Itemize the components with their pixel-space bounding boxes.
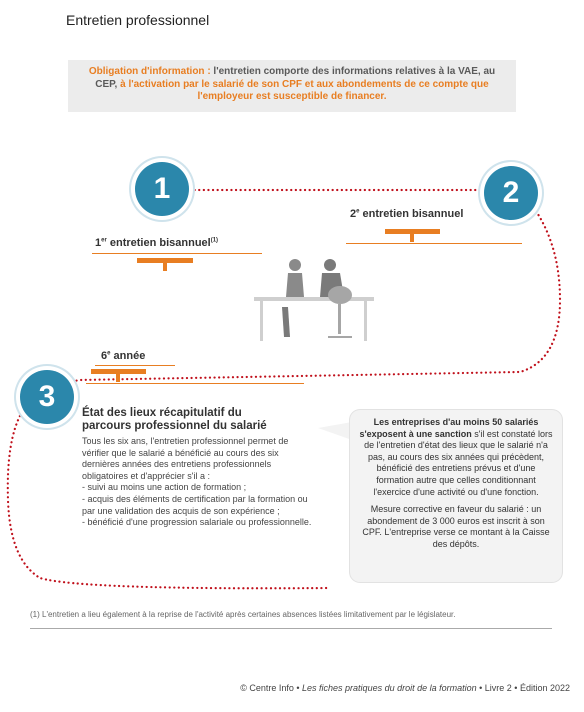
obligation-text-2: à l'activation par le salarié de son CPF et aux abondements de ce compte que l'employeur est susceptible de financer. (120, 78, 489, 102)
step-3-item: - bénéficié d'une progression salariale ou professionnelle. (82, 517, 312, 528)
step-3-label: 6e année (101, 350, 146, 362)
step-3-title: État des lieux récapitulatif du parcours professionnel du salarié (82, 407, 267, 432)
page-title: Entretien professionnel (66, 12, 210, 28)
step-1-circle: 1 (135, 162, 189, 216)
callout-text: s'il est constaté lors de l'entretien d'état des lieux que le salarié n'a pas, au cours des six années qui précèdent, bénéficié des entretiens prévus et d'une formation autre que celles conditionnant l'exercice d'une activité ou d'une fonction. (364, 428, 553, 497)
callout-bold: Les entreprises d'au moins 50 salariés s'exposent à une sanction (359, 417, 539, 439)
sanction-callout (350, 410, 562, 582)
page-footer: © Centre Info • Les fiches pratiques du droit de la formation • Livre 2 • Édition 2022 (240, 683, 570, 693)
step-3-text (82, 436, 314, 529)
obligation-box (68, 60, 516, 112)
step-3-intro: Tous les six ans, l'entretien professionnel permet de vérifier que le salarié a bénéficié au cours des six dernières années des entretiens professionnels obligatoires et d'apprécier s'il a : (82, 436, 289, 481)
step-1-line (92, 253, 262, 254)
footnote: (1) L'entretien a lieu également à la reprise de l'activité après certaines absences listées limitativement par le législateur. (30, 610, 456, 619)
step-3-line-top (95, 365, 175, 366)
step-2-circle: 2 (484, 166, 538, 220)
callout-measure: Mesure corrective en faveur du salarié : un abondement de 3 000 euros est inscrit à son CPF. L'entreprise verse ce montant à la Caisse des dépôts. (362, 504, 550, 549)
divider (30, 628, 552, 629)
step-3-item: - acquis des éléments de certification par la formation ou par une validation des acquis de son expérience ; (82, 493, 308, 516)
step-3-item: - suivi au moins une action de formation ; (82, 482, 247, 493)
meeting-illustration (252, 255, 376, 343)
obligation-text-1: l'entretien comporte des informations relatives à la VAE, au CEP, (95, 66, 496, 90)
step-3-circle: 3 (20, 370, 74, 424)
step-2-label: 2e entretien bisannuel (350, 208, 464, 220)
obligation-lead: Obligation d'information : (88, 66, 211, 77)
step-3-line (86, 383, 304, 384)
step-1-label: 1er entretien bisannuel$^{(1)}$ (95, 237, 219, 249)
step-2-line (346, 243, 522, 244)
